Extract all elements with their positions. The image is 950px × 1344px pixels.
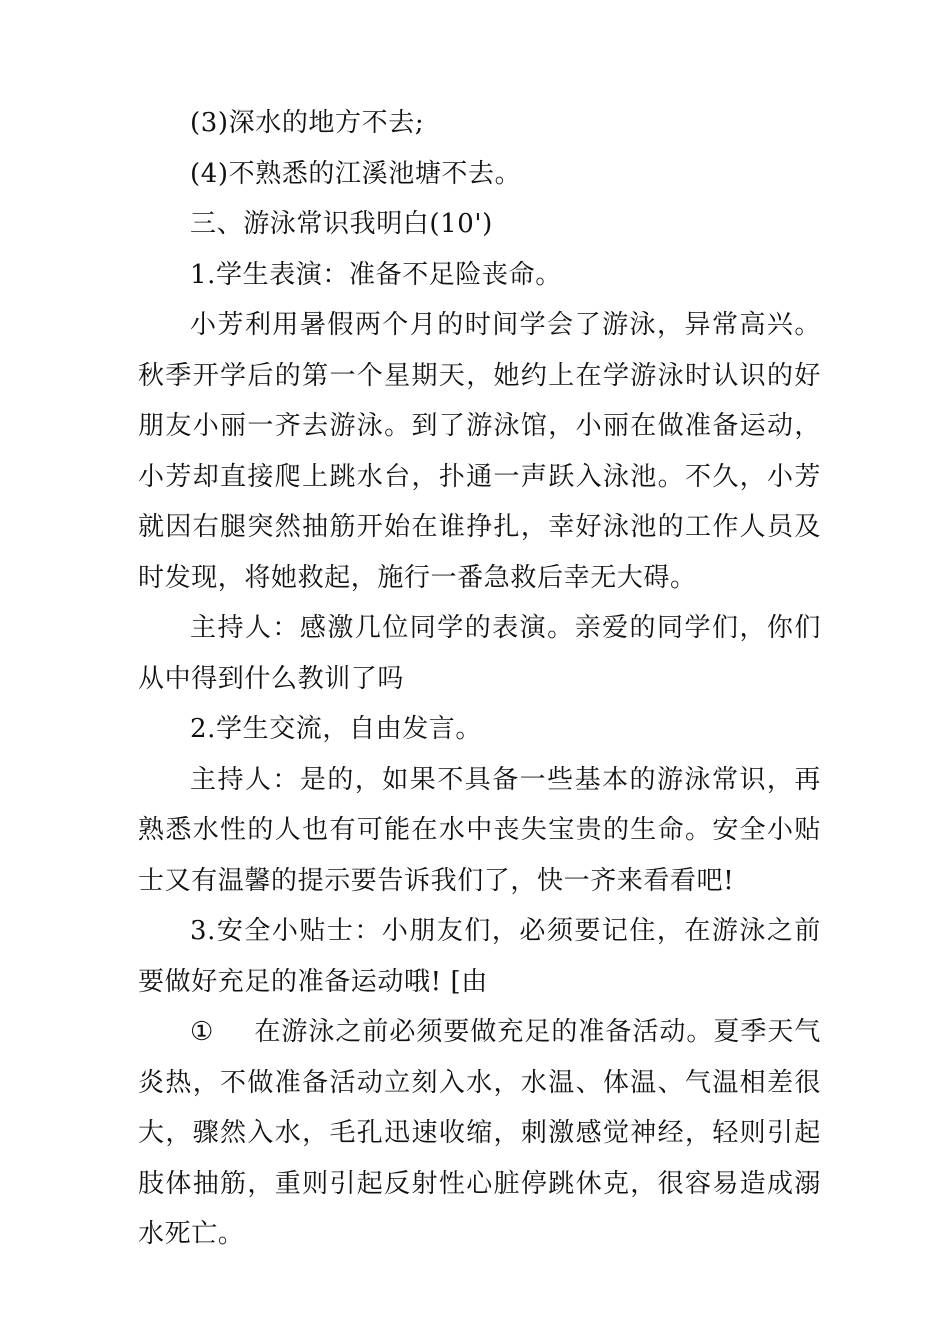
list-item-3: (3)深水的地方不去; <box>190 108 425 138</box>
subheading-2: 2.学生交流，自由发言。 <box>190 714 483 744</box>
section-heading: 三、游泳常识我明白(10') <box>190 209 493 239</box>
document-page <box>138 98 821 1260</box>
list-item-4: (4)不熟悉的江溪池塘不去。 <box>190 158 522 189</box>
numbered-item-text: 在游泳之前必须要做充足的准备活动。夏季天气炎热，不做准备活动立刻入水，水温、体温、气温相差很大，骤然入水，毛孔迅速收缩，刺激感觉神经，轻则引起肢体抽筋，重则引起反射性心脏停跳休克，很容易造成溺水死亡。 <box>138 1017 821 1249</box>
subheading-1: 1.学生表演：准备不足险丧命。 <box>190 259 562 290</box>
host-question-paragraph: 主持人：感激几位同学的表演。亲爱的同学们，你们从中得到什么教训了吗 <box>138 613 821 694</box>
story-paragraph: 小芳利用暑假两个月的时间学会了游泳，异常高兴。秋季开学后的第一个星期天，她约上在学游泳时认识的好朋友小丽一齐去游泳。到了游泳馆，小丽在做准备运动，小芳却直接爬上跳水台，扑通一声跃入泳池。不久，小芳就因右腿突然抽筋开始在谁挣扎，幸好泳池的工作人员及时发现，将她救起，施行一番急救后幸无大碍。 <box>138 310 821 593</box>
numbered-item-1 <box>138 1007 821 1260</box>
circled-number-marker: ① <box>190 1017 214 1047</box>
safety-tip-paragraph: 3.安全小贴士：小朋友们，必须要记住，在游泳之前要做好充足的准备运动哦! [由 <box>138 916 821 997</box>
host-response-paragraph: 主持人：是的，如果不具备一些基本的游泳常识，再熟悉水性的人也有可能在水中丧失宝贵的生命。安全小贴士又有温馨的提示要告诉我们了，快一齐来看看吧! <box>138 764 821 896</box>
